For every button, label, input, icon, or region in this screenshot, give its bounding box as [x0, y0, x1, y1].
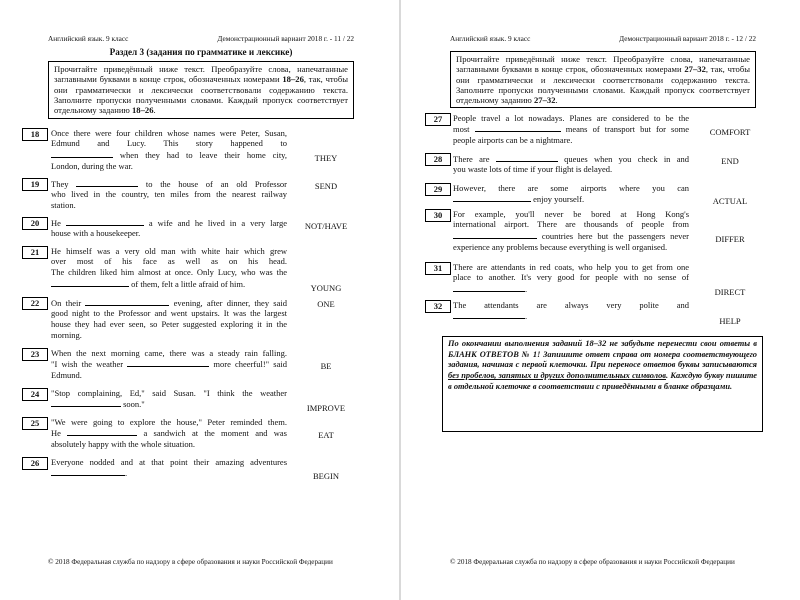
answer-blank[interactable] [51, 398, 121, 407]
header-variant: Демонстрационный вариант 2018 г. - 11 / 22 [217, 34, 354, 43]
header-variant: Демонстрационный вариант 2018 г. - 12 / 22 [619, 34, 756, 43]
answer-blank[interactable] [51, 278, 129, 287]
task-sentence: The attendants are always very polite and . [453, 299, 689, 322]
header-subject: Английский язык. 9 класс [450, 34, 531, 43]
task-sentence: However, there are some airports where you can enjoy yourself. [453, 182, 689, 205]
final-note-box: По окончании выполнения заданий 18–32 не забудьте перенести свои ответы в БЛАНК ОТВЕТОВ № 1! Запишите ответ справа от номера соответствующего задания, начиная с первой клеточки. При переносе ответов буквы записываются без пробелов, запятых и других дополнительных символов. Каждую букву пишите в отдельной клеточке в соответствии с приведёнными в бланке образцами. [442, 336, 763, 432]
task-sentence: Everyone nodded and at that point their amazing adventures . [51, 456, 287, 479]
answer-blank[interactable] [475, 123, 561, 132]
task-number: 25 [22, 417, 48, 430]
task-number: 26 [22, 457, 48, 470]
keyword: IMPROVE [306, 403, 346, 413]
keyword: BEGIN [313, 471, 339, 481]
task-sentence: "We were going to explore the house," Peter reminded them. He a sandwich at the moment and was absolutely happy with the whole situation. [51, 416, 287, 450]
task-number: 30 [425, 209, 451, 222]
keyword: DIRECT [714, 287, 746, 297]
task-sentence: When the next morning came, there was a steady rain falling. "I wish the weather more cheerful!" said Edmund. [51, 347, 287, 381]
task-sentence: They to the house of an old Professor who lived in the country, ten miles from the nearest railway station. [51, 178, 287, 211]
task-sentence: He himself was a very old man with white hair which grew over most of his face as well as on his head. The children liked him almost at once. Only Lucy, who was the of them, felt a little afraid of him. [51, 245, 287, 289]
task-sentence: "Stop complaining, Ed," said Susan. "I think the weather soon." [51, 387, 287, 410]
left-page [0, 0, 399, 600]
task-number: 22 [22, 297, 48, 310]
instruction-box: Прочитайте приведённый ниже текст. Преобразуйте слова, напечатанные заглавными буквами в конце строк, обозначенных номерами 27–32, так, чтобы они грамматически и лексически соответствовали содержанию текста. Заполните пропуски полученными словами. Каждый пропуск соответствует отдельному заданию 27–32. [450, 51, 756, 108]
keyword: COMFORT [709, 127, 751, 137]
keyword: DIFFER [715, 234, 745, 244]
task-number: 23 [22, 348, 48, 361]
answer-blank[interactable] [453, 283, 525, 292]
answer-blank[interactable] [76, 178, 138, 187]
keyword: HELP [719, 316, 741, 326]
keyword: EAT [318, 430, 334, 440]
header-subject: Английский язык. 9 класс [48, 34, 129, 43]
task-number: 20 [22, 217, 48, 230]
answer-blank[interactable] [453, 310, 525, 319]
right-page [401, 0, 800, 600]
keyword: SEND [314, 181, 338, 191]
task-sentence: For example, you'll never be bored at Hong Kong's international airport. There are thousands of people from countries here but the passengers never experience any problems because everything is well organised. [453, 208, 689, 252]
answer-blank[interactable] [67, 427, 137, 436]
task-number: 18 [22, 128, 48, 141]
task-number: 24 [22, 388, 48, 401]
task-sentence: There are attendants in red coats, who help you to get from one place to another. It's very good for people with no sense of . [453, 261, 689, 295]
task-number: 29 [425, 183, 451, 196]
instruction-box: Прочитайте приведённый ниже текст. Преобразуйте слова, напечатанные заглавными буквами в конце строк, обозначенных номерами 18–26, так, чтобы они грамматически и лексически соответствовали содержанию текста. Заполните пропуски полученными словами. Каждый пропуск соответствует отдельному заданию 18–26. [48, 61, 354, 119]
answer-blank[interactable] [66, 217, 144, 226]
answer-blank[interactable] [51, 149, 113, 158]
task-number: 31 [425, 262, 451, 275]
footer: © 2018 Федеральная служба по надзору в сфере образования и науки Российской Федерации [450, 558, 735, 566]
keyword: ONE [317, 299, 335, 309]
answer-blank[interactable] [51, 467, 125, 476]
keyword: NOT/HAVE [304, 221, 348, 231]
task-number: 32 [425, 300, 451, 313]
task-sentence: People travel a lot nowadays. Planes are considered to be the most means of transport but for some people airports can be a nightmare. [453, 112, 689, 146]
task-number: 27 [425, 113, 451, 126]
answer-blank[interactable] [127, 358, 209, 367]
task-sentence: Once there were four children whose names were Peter, Susan, Edmund and Lucy. This story happened to when they had to leave their home city, London, during the war. [51, 127, 287, 171]
answer-blank[interactable] [496, 153, 558, 162]
task-sentence: On their evening, after dinner, they said good night to the Professor and went upstairs. It was the largest house they had ever seen, so Peter suggested exploring it in the morning. [51, 297, 287, 340]
task-number: 21 [22, 246, 48, 259]
answer-blank[interactable] [453, 230, 537, 239]
task-number: 19 [22, 178, 48, 191]
keyword: ACTUAL [712, 196, 748, 206]
keyword: BE [320, 361, 332, 371]
task-sentence: He a wife and he lived in a very large house with a housekeeper. [51, 217, 287, 239]
keyword: YOUNG [310, 283, 342, 293]
task-sentence: There are queues when you check in and you waste lots of time if your flight is delayed. [453, 153, 689, 175]
keyword: THEY [314, 153, 338, 163]
keyword: END [721, 156, 739, 166]
answer-blank[interactable] [85, 297, 169, 306]
footer: © 2018 Федеральная служба по надзору в сфере образования и науки Российской Федерации [48, 558, 333, 566]
section-title: Раздел 3 (задания по грамматике и лексике) [109, 47, 293, 57]
answer-blank[interactable] [453, 193, 531, 202]
task-number: 28 [425, 153, 451, 166]
